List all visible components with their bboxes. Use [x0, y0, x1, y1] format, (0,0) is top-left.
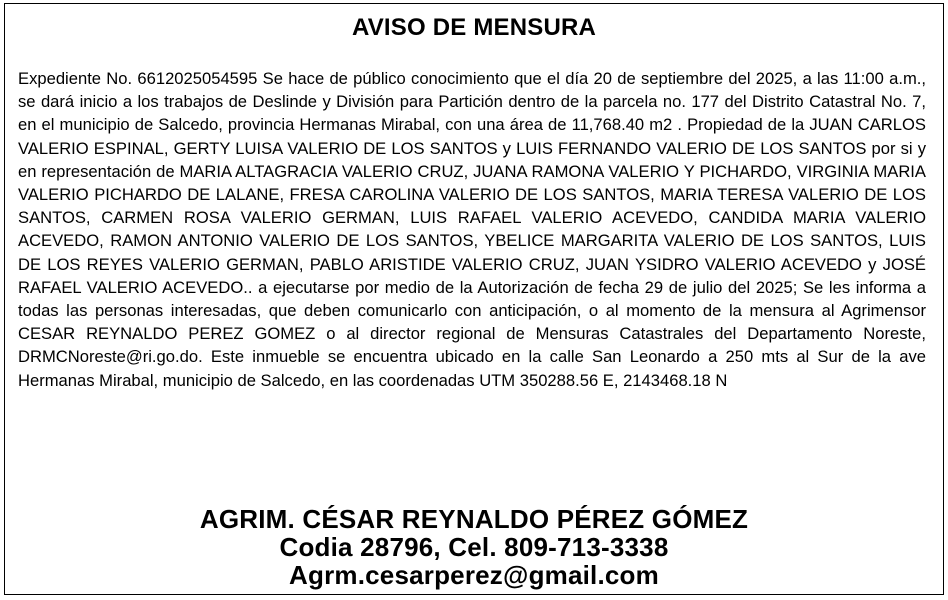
surveyor-email: Agrm.cesarperez@gmail.com: [289, 560, 659, 590]
signature-block: [0, 505, 948, 589]
surveyor-name: AGRIM. CÉSAR REYNALDO PÉREZ GÓMEZ: [199, 504, 749, 534]
notice-title: AVISO DE MENSURA: [351, 14, 597, 41]
notice-body: Expediente No. 6612025054595 Se hace de público conocimiento que el día 20 de septiembre del 2025, a las 11:00 a.m., se dará inicio a los trabajos de Deslinde y División para Partición dentro de la parcela no. 177 del Distrito Catastral No. 7, en el municipio de Salcedo, provincia Hermanas Mirabal, con una área de 11,768.40 m2 . Propiedad de la JUAN CARLOS VALERIO ESPINAL, GERTY LUISA VALERIO DE LOS SANTOS y LUIS FERNANDO VALERIO DE LOS SANTOS por si y en representación de MARIA ALTAGRACIA VALERIO CRUZ, JUANA RAMONA VALERIO Y PICHARDO, VIRGINIA MARIA VALERIO PICHARDO DE LALANE, FRESA CAROLINA VALERIO DE LOS SANTOS, MARIA TERESA VALERIO DE LOS SANTOS, CARMEN ROSA VALERIO GERMAN, LUIS RAFAEL VALERIO ACEVEDO, CANDIDA MARIA VALERIO ACEVEDO, RAMON ANTONIO VALERIO DE LOS SANTOS, YBELICE MARGARITA VALERIO DE LOS SANTOS, LUIS DE LOS REYES VALERIO GERMAN, PABLO ARISTIDE VALERIO CRUZ, JUAN YSIDRO VALERIO ACEVEDO y JOSÉ RAFAEL VALERIO ACEVEDO.. a ejecutarse por medio de la Autorización de fecha 29 de julio del 2025; Se les informa a todas las personas interesadas, que deben comunicarlo con anticipación, o al momento de la mensura al Agrimensor CESAR REYNALDO PEREZ GOMEZ o al director regional de Mensuras Catastrales del Departamento Noreste, DRMCNoreste@ri.go.do. Este inmueble se encuentra ubicado en la calle San Leonardo a 250 mts al Sur de la ave Hermanas Mirabal, municipio de Salcedo, en las coordenadas UTM 350288.56 E, 2143468.18 N: [18, 69, 926, 390]
surveyor-contact: Codia 28796, Cel. 809-713-3338: [279, 532, 669, 562]
